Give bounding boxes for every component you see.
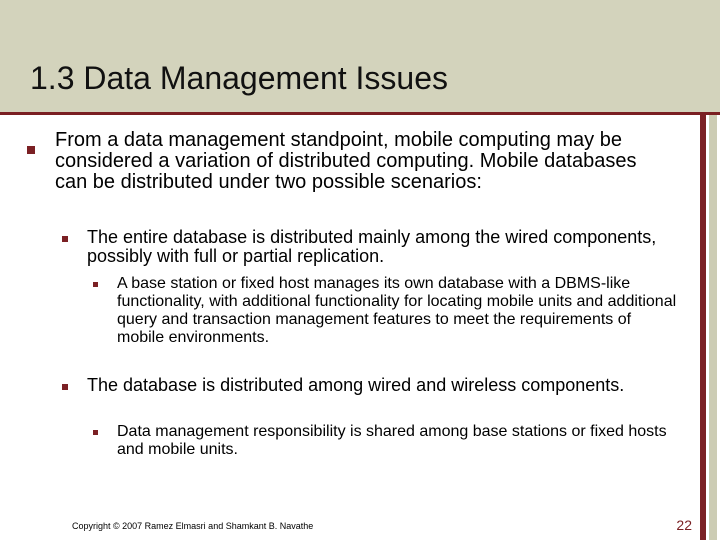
bullet-icon [62, 236, 68, 242]
right-accent-bar-light [709, 115, 717, 540]
bullet-text-level1: From a data management standpoint, mobile computing may be considered a variation of distributed computing. Mobile databases can be distributed under two possible scenarios: [55, 129, 637, 193]
bullet-icon [62, 384, 68, 390]
title-divider [0, 112, 720, 115]
bullet-icon [93, 430, 98, 435]
slide-title: 1.3 Data Management Issues [30, 60, 449, 96]
bullet-text-level2: The database is distributed among wired and wireless components. [87, 375, 625, 395]
bullet-icon [27, 146, 35, 154]
right-accent-bar [700, 115, 706, 540]
bullet-text-level2: The entire database is distributed mainly among the wired components, possibly with full or partial replication. [87, 227, 657, 266]
copyright-footer: Copyright © 2007 Ramez Elmasri and Shamkant B. Navathe [72, 521, 314, 531]
bullet-text-level3: A base station or fixed host manages its own database with a DBMS-like functionality, with additional functionality for locating mobile units and additional query and transaction management features to meet the requirements of mobile environments. [117, 275, 677, 346]
page-number: 22 [676, 517, 692, 533]
bullet-icon [93, 282, 98, 287]
bullet-text-level3: Data management responsibility is shared among base stations or fixed hosts and mobile units. [117, 423, 667, 458]
